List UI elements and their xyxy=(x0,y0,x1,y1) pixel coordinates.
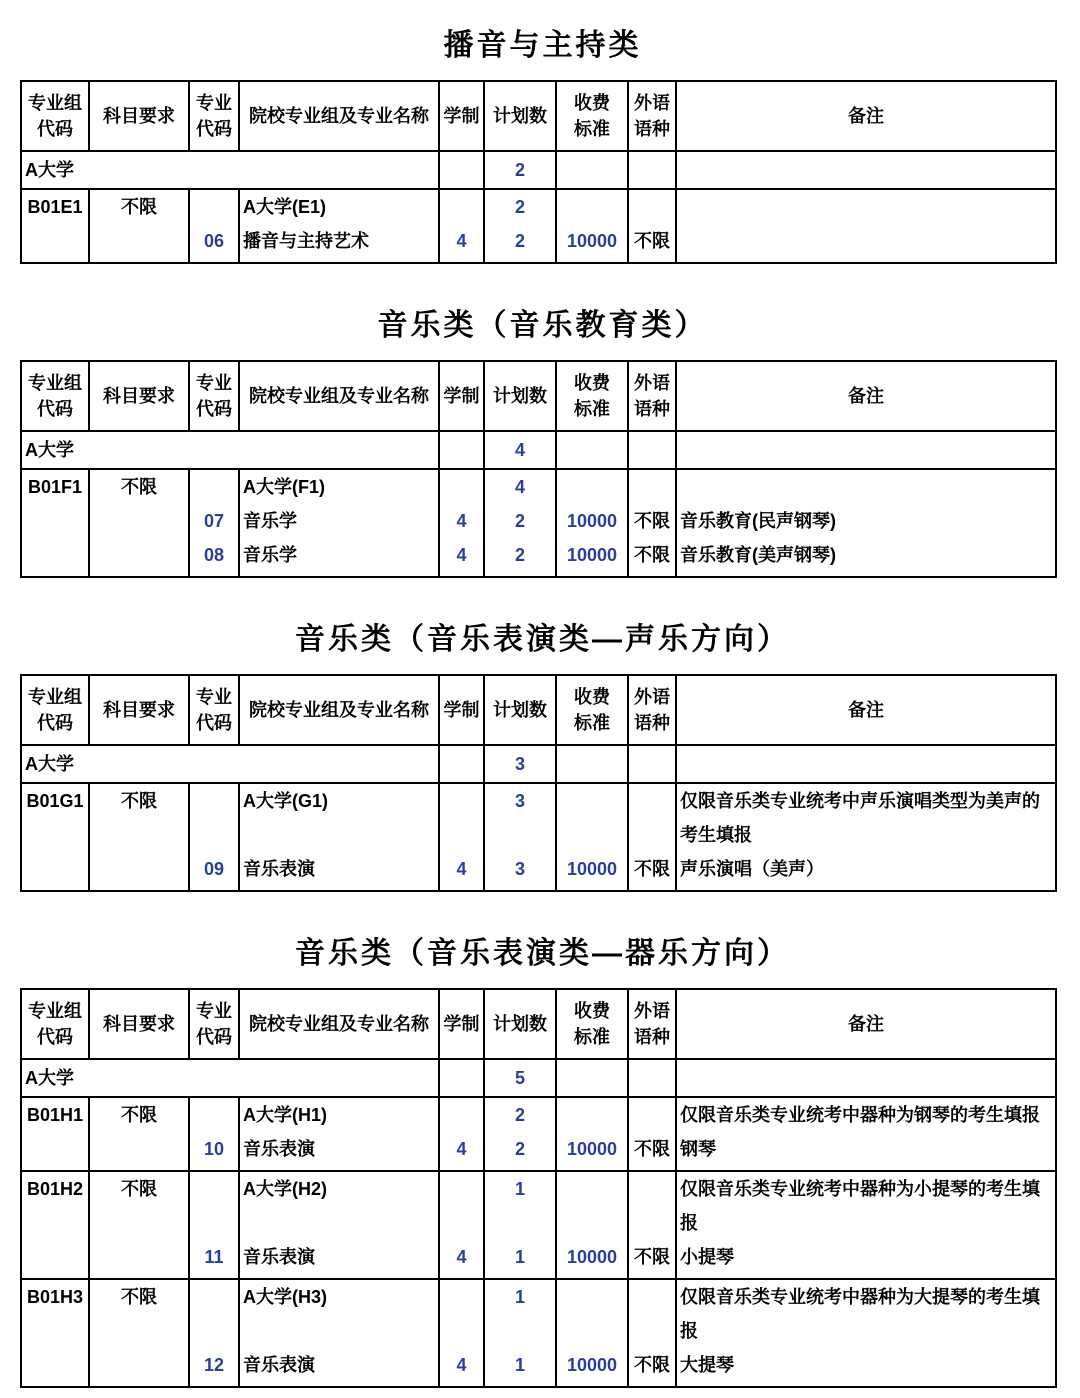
col-header-line: 代码 xyxy=(37,1027,73,1047)
remark-line: 小提琴 xyxy=(680,1247,734,1267)
cell-major-code: 06 xyxy=(189,224,239,263)
cell-plan: 4 xyxy=(484,469,556,504)
cell-language xyxy=(628,783,676,852)
cell-remark xyxy=(676,783,1056,852)
col-header-line: 收费 xyxy=(574,373,610,393)
col-header-line: 代码 xyxy=(196,399,232,419)
col-header-remark xyxy=(676,361,1056,431)
cell-remark xyxy=(676,1240,1056,1279)
cell-plan: 4 xyxy=(484,431,556,469)
col-header-line: 备注 xyxy=(848,1014,884,1034)
col-header-line: 外语 xyxy=(634,373,670,393)
col-header-fee xyxy=(556,81,628,151)
cell-major-code xyxy=(189,189,239,224)
cell-major-code xyxy=(189,469,239,504)
col-header-subject-req xyxy=(89,361,189,431)
cell-major-name: 音乐学 xyxy=(239,504,439,538)
cell-fee xyxy=(556,469,628,504)
cell-remark xyxy=(676,1059,1056,1097)
cell-remark xyxy=(676,1279,1056,1348)
cell-university: A大学 xyxy=(21,745,439,783)
cell-language xyxy=(628,431,676,469)
cell-years xyxy=(439,151,484,189)
col-header-line: 收费 xyxy=(574,1001,610,1021)
major-line-row xyxy=(21,1171,1056,1240)
cell-major-name: A大学(E1) xyxy=(239,189,439,224)
cell-group-code: B01E1 xyxy=(21,189,89,263)
cell-years xyxy=(439,1097,484,1132)
cell-plan: 1 xyxy=(484,1240,556,1279)
cell-subject-req: 不限 xyxy=(89,1171,189,1279)
col-header-line: 标准 xyxy=(574,119,610,139)
cell-major-name: A大学(H3) xyxy=(239,1279,439,1348)
col-header-plan xyxy=(484,989,556,1059)
remark-line: 大提琴 xyxy=(680,1355,734,1375)
cell-fee: 10000 xyxy=(556,538,628,577)
cell-fee xyxy=(556,1279,628,1348)
cell-fee xyxy=(556,1097,628,1132)
cell-years: 4 xyxy=(439,852,484,891)
col-header-subject-req xyxy=(89,675,189,745)
cell-language: 不限 xyxy=(628,224,676,263)
cell-plan: 2 xyxy=(484,1132,556,1171)
plan-table xyxy=(20,988,1057,1388)
plan-table xyxy=(20,80,1057,264)
col-header-fee xyxy=(556,675,628,745)
col-header-fee xyxy=(556,989,628,1059)
col-header-line: 科目要求 xyxy=(103,700,175,720)
university-summary-row xyxy=(21,431,1056,469)
section-title: 音乐类（音乐表演类—器乐方向） xyxy=(295,937,790,970)
col-header-fee xyxy=(556,361,628,431)
cell-major-name: A大学(G1) xyxy=(239,783,439,852)
col-header-major-code xyxy=(189,81,239,151)
section-title: 音乐类（音乐表演类—声乐方向） xyxy=(295,623,790,656)
col-header-line: 备注 xyxy=(848,700,884,720)
col-header-language xyxy=(628,989,676,1059)
col-header-plan xyxy=(484,81,556,151)
cell-fee: 10000 xyxy=(556,224,628,263)
remark-line: 报 xyxy=(680,1213,698,1233)
remark-line: 仅限音乐类专业统考中器种为钢琴的考生填报 xyxy=(680,1105,1040,1125)
cell-years: 4 xyxy=(439,1132,484,1171)
cell-years xyxy=(439,431,484,469)
cell-subject-req: 不限 xyxy=(89,1097,189,1171)
cell-major-name: A大学(H1) xyxy=(239,1097,439,1132)
cell-remark xyxy=(676,852,1056,891)
col-header-remark xyxy=(676,989,1056,1059)
cell-university: A大学 xyxy=(21,151,439,189)
col-header-line: 语种 xyxy=(634,119,670,139)
col-header-line: 代码 xyxy=(37,713,73,733)
cell-years: 4 xyxy=(439,504,484,538)
cell-years xyxy=(439,783,484,852)
cell-fee xyxy=(556,189,628,224)
cell-remark xyxy=(676,469,1056,504)
cell-language xyxy=(628,151,676,189)
col-header-line: 代码 xyxy=(37,399,73,419)
cell-years: 4 xyxy=(439,1348,484,1387)
col-header-line: 代码 xyxy=(196,1027,232,1047)
col-header-years xyxy=(439,989,484,1059)
col-header-line: 计划数 xyxy=(493,386,547,406)
cell-major-code: 07 xyxy=(189,504,239,538)
cell-language xyxy=(628,745,676,783)
cell-fee: 10000 xyxy=(556,1240,628,1279)
cell-years xyxy=(439,1171,484,1240)
cell-plan: 3 xyxy=(484,783,556,852)
col-header-line: 科目要求 xyxy=(103,1014,175,1034)
cell-subject-req: 不限 xyxy=(89,783,189,891)
col-header-line: 标准 xyxy=(574,713,610,733)
col-header-major-code xyxy=(189,989,239,1059)
col-header-group-code xyxy=(21,361,89,431)
cell-major-code: 12 xyxy=(189,1348,239,1387)
cell-remark xyxy=(676,745,1056,783)
col-header-language xyxy=(628,361,676,431)
col-header-language xyxy=(628,675,676,745)
col-header-major-name xyxy=(239,361,439,431)
col-header-line: 外语 xyxy=(634,1001,670,1021)
university-summary-row xyxy=(21,745,1056,783)
cell-language xyxy=(628,469,676,504)
cell-fee: 10000 xyxy=(556,852,628,891)
cell-plan: 2 xyxy=(484,151,556,189)
major-line-row xyxy=(21,1097,1056,1132)
col-header-line: 学制 xyxy=(443,700,480,720)
col-header-plan xyxy=(484,361,556,431)
university-summary-row xyxy=(21,1059,1056,1097)
col-header-line: 院校专业组及专业名称 xyxy=(249,1014,429,1034)
header-row xyxy=(21,81,1056,151)
cell-fee xyxy=(556,431,628,469)
col-header-line: 代码 xyxy=(196,713,232,733)
cell-plan: 2 xyxy=(484,538,556,577)
cell-plan: 1 xyxy=(484,1279,556,1348)
col-header-line: 备注 xyxy=(848,106,884,126)
col-header-line: 专业 xyxy=(196,93,232,113)
cell-major-code: 10 xyxy=(189,1132,239,1171)
col-header-subject-req xyxy=(89,989,189,1059)
cell-major-name: 音乐表演 xyxy=(239,1348,439,1387)
col-header-major-name xyxy=(239,81,439,151)
col-header-line: 学制 xyxy=(443,1014,480,1034)
cell-fee xyxy=(556,1171,628,1240)
col-header-years xyxy=(439,675,484,745)
remark-line: 考生填报 xyxy=(680,825,752,845)
col-header-line: 计划数 xyxy=(493,1014,547,1034)
col-header-years xyxy=(439,361,484,431)
col-header-line: 计划数 xyxy=(493,106,547,126)
cell-plan: 1 xyxy=(484,1171,556,1240)
cell-major-name: 音乐表演 xyxy=(239,1132,439,1171)
cell-major-name: 音乐学 xyxy=(239,538,439,577)
cell-major-code xyxy=(189,1097,239,1132)
cell-remark xyxy=(676,504,1056,538)
cell-remark xyxy=(676,1132,1056,1171)
remark-line: 钢琴 xyxy=(680,1139,716,1159)
cell-years xyxy=(439,1279,484,1348)
university-summary-row xyxy=(21,151,1056,189)
col-header-line: 计划数 xyxy=(493,700,547,720)
major-line-row xyxy=(21,783,1056,852)
cell-language xyxy=(628,1171,676,1240)
col-header-line: 学制 xyxy=(443,386,480,406)
cell-remark xyxy=(676,538,1056,577)
header-row xyxy=(21,989,1056,1059)
category-section xyxy=(20,928,1065,1388)
col-header-language xyxy=(628,81,676,151)
cell-language: 不限 xyxy=(628,538,676,577)
col-header-line: 标准 xyxy=(574,1027,610,1047)
cell-fee xyxy=(556,1059,628,1097)
col-header-line: 代码 xyxy=(196,119,232,139)
cell-years: 4 xyxy=(439,538,484,577)
cell-major-name: 音乐表演 xyxy=(239,1240,439,1279)
cell-language xyxy=(628,1097,676,1132)
cell-major-name: A大学(F1) xyxy=(239,469,439,504)
header-row xyxy=(21,675,1056,745)
col-header-major-name xyxy=(239,675,439,745)
cell-fee: 10000 xyxy=(556,504,628,538)
col-header-line: 专业组 xyxy=(28,687,82,707)
cell-major-name: 音乐表演 xyxy=(239,852,439,891)
col-header-line: 专业组 xyxy=(28,93,82,113)
cell-plan: 2 xyxy=(484,189,556,224)
cell-major-code: 11 xyxy=(189,1240,239,1279)
col-header-line: 专业组 xyxy=(28,373,82,393)
cell-plan: 2 xyxy=(484,1097,556,1132)
cell-language: 不限 xyxy=(628,1348,676,1387)
col-header-group-code xyxy=(21,989,89,1059)
col-header-line: 科目要求 xyxy=(103,106,175,126)
cell-fee: 10000 xyxy=(556,1348,628,1387)
col-header-line: 院校专业组及专业名称 xyxy=(249,106,429,126)
cell-years xyxy=(439,745,484,783)
col-header-line: 标准 xyxy=(574,399,610,419)
cell-remark xyxy=(676,224,1056,263)
col-header-group-code xyxy=(21,675,89,745)
cell-group-code: B01G1 xyxy=(21,783,89,891)
cell-subject-req: 不限 xyxy=(89,1279,189,1387)
col-header-plan xyxy=(484,675,556,745)
remark-line: 音乐教育(民声钢琴) xyxy=(680,511,836,531)
cell-fee xyxy=(556,745,628,783)
cell-years: 4 xyxy=(439,224,484,263)
col-header-line: 代码 xyxy=(37,119,73,139)
cell-language: 不限 xyxy=(628,504,676,538)
category-section xyxy=(20,20,1065,264)
cell-remark xyxy=(676,1171,1056,1240)
col-header-years xyxy=(439,81,484,151)
cell-university: A大学 xyxy=(21,431,439,469)
cell-major-code: 08 xyxy=(189,538,239,577)
cell-remark xyxy=(676,189,1056,224)
col-header-line: 专业组 xyxy=(28,1001,82,1021)
cell-language: 不限 xyxy=(628,852,676,891)
cell-language xyxy=(628,1279,676,1348)
plan-table xyxy=(20,360,1057,578)
header-row xyxy=(21,361,1056,431)
col-header-line: 学制 xyxy=(443,106,480,126)
cell-plan: 5 xyxy=(484,1059,556,1097)
cell-years xyxy=(439,469,484,504)
cell-major-code: 09 xyxy=(189,852,239,891)
cell-years xyxy=(439,1059,484,1097)
col-header-line: 外语 xyxy=(634,93,670,113)
col-header-line: 院校专业组及专业名称 xyxy=(249,386,429,406)
col-header-major-code xyxy=(189,675,239,745)
col-header-line: 外语 xyxy=(634,687,670,707)
col-header-line: 科目要求 xyxy=(103,386,175,406)
section-title: 播音与主持类 xyxy=(443,29,642,62)
cell-subject-req: 不限 xyxy=(89,189,189,263)
col-header-major-code xyxy=(189,361,239,431)
col-header-group-code xyxy=(21,81,89,151)
major-line-row xyxy=(21,1279,1056,1348)
major-line-row xyxy=(21,189,1056,224)
section-title: 音乐类（音乐教育类） xyxy=(377,309,708,342)
remark-line: 报 xyxy=(680,1321,698,1341)
remark-line: 仅限音乐类专业统考中器种为大提琴的考生填 xyxy=(680,1287,1040,1307)
col-header-remark xyxy=(676,675,1056,745)
cell-fee xyxy=(556,783,628,852)
cell-years xyxy=(439,189,484,224)
col-header-major-name xyxy=(239,989,439,1059)
cell-years: 4 xyxy=(439,1240,484,1279)
category-section xyxy=(20,300,1065,578)
cell-major-code xyxy=(189,783,239,852)
cell-group-code: B01H3 xyxy=(21,1279,89,1387)
cell-major-code xyxy=(189,1171,239,1240)
cell-plan: 2 xyxy=(484,224,556,263)
col-header-remark xyxy=(676,81,1056,151)
cell-group-code: B01H2 xyxy=(21,1171,89,1279)
col-header-line: 收费 xyxy=(574,687,610,707)
cell-plan: 2 xyxy=(484,504,556,538)
cell-remark xyxy=(676,1348,1056,1387)
cell-subject-req: 不限 xyxy=(89,469,189,577)
cell-plan: 3 xyxy=(484,852,556,891)
col-header-line: 专业 xyxy=(196,1001,232,1021)
col-header-line: 语种 xyxy=(634,1027,670,1047)
cell-major-name: 播音与主持艺术 xyxy=(239,224,439,263)
cell-language xyxy=(628,189,676,224)
plan-table xyxy=(20,674,1057,892)
cell-language xyxy=(628,1059,676,1097)
col-header-line: 收费 xyxy=(574,93,610,113)
cell-fee xyxy=(556,151,628,189)
remark-line: 仅限音乐类专业统考中器种为小提琴的考生填 xyxy=(680,1179,1040,1199)
cell-remark xyxy=(676,151,1056,189)
cell-plan: 1 xyxy=(484,1348,556,1387)
remark-line: 声乐演唱（美声） xyxy=(680,859,824,879)
remark-line: 仅限音乐类专业统考中声乐演唱类型为美声的 xyxy=(680,791,1040,811)
cell-major-code xyxy=(189,1279,239,1348)
col-header-line: 院校专业组及专业名称 xyxy=(249,700,429,720)
col-header-line: 备注 xyxy=(848,386,884,406)
category-section xyxy=(20,614,1065,892)
cell-fee: 10000 xyxy=(556,1132,628,1171)
cell-university: A大学 xyxy=(21,1059,439,1097)
cell-group-code: B01H1 xyxy=(21,1097,89,1171)
cell-language: 不限 xyxy=(628,1240,676,1279)
cell-remark xyxy=(676,1097,1056,1132)
cell-language: 不限 xyxy=(628,1132,676,1171)
col-header-line: 语种 xyxy=(634,399,670,419)
cell-plan: 3 xyxy=(484,745,556,783)
col-header-line: 专业 xyxy=(196,687,232,707)
major-line-row xyxy=(21,469,1056,504)
col-header-line: 语种 xyxy=(634,713,670,733)
col-header-line: 专业 xyxy=(196,373,232,393)
remark-line: 音乐教育(美声钢琴) xyxy=(680,545,836,565)
cell-remark xyxy=(676,431,1056,469)
col-header-subject-req xyxy=(89,81,189,151)
cell-major-name: A大学(H2) xyxy=(239,1171,439,1240)
cell-group-code: B01F1 xyxy=(21,469,89,577)
